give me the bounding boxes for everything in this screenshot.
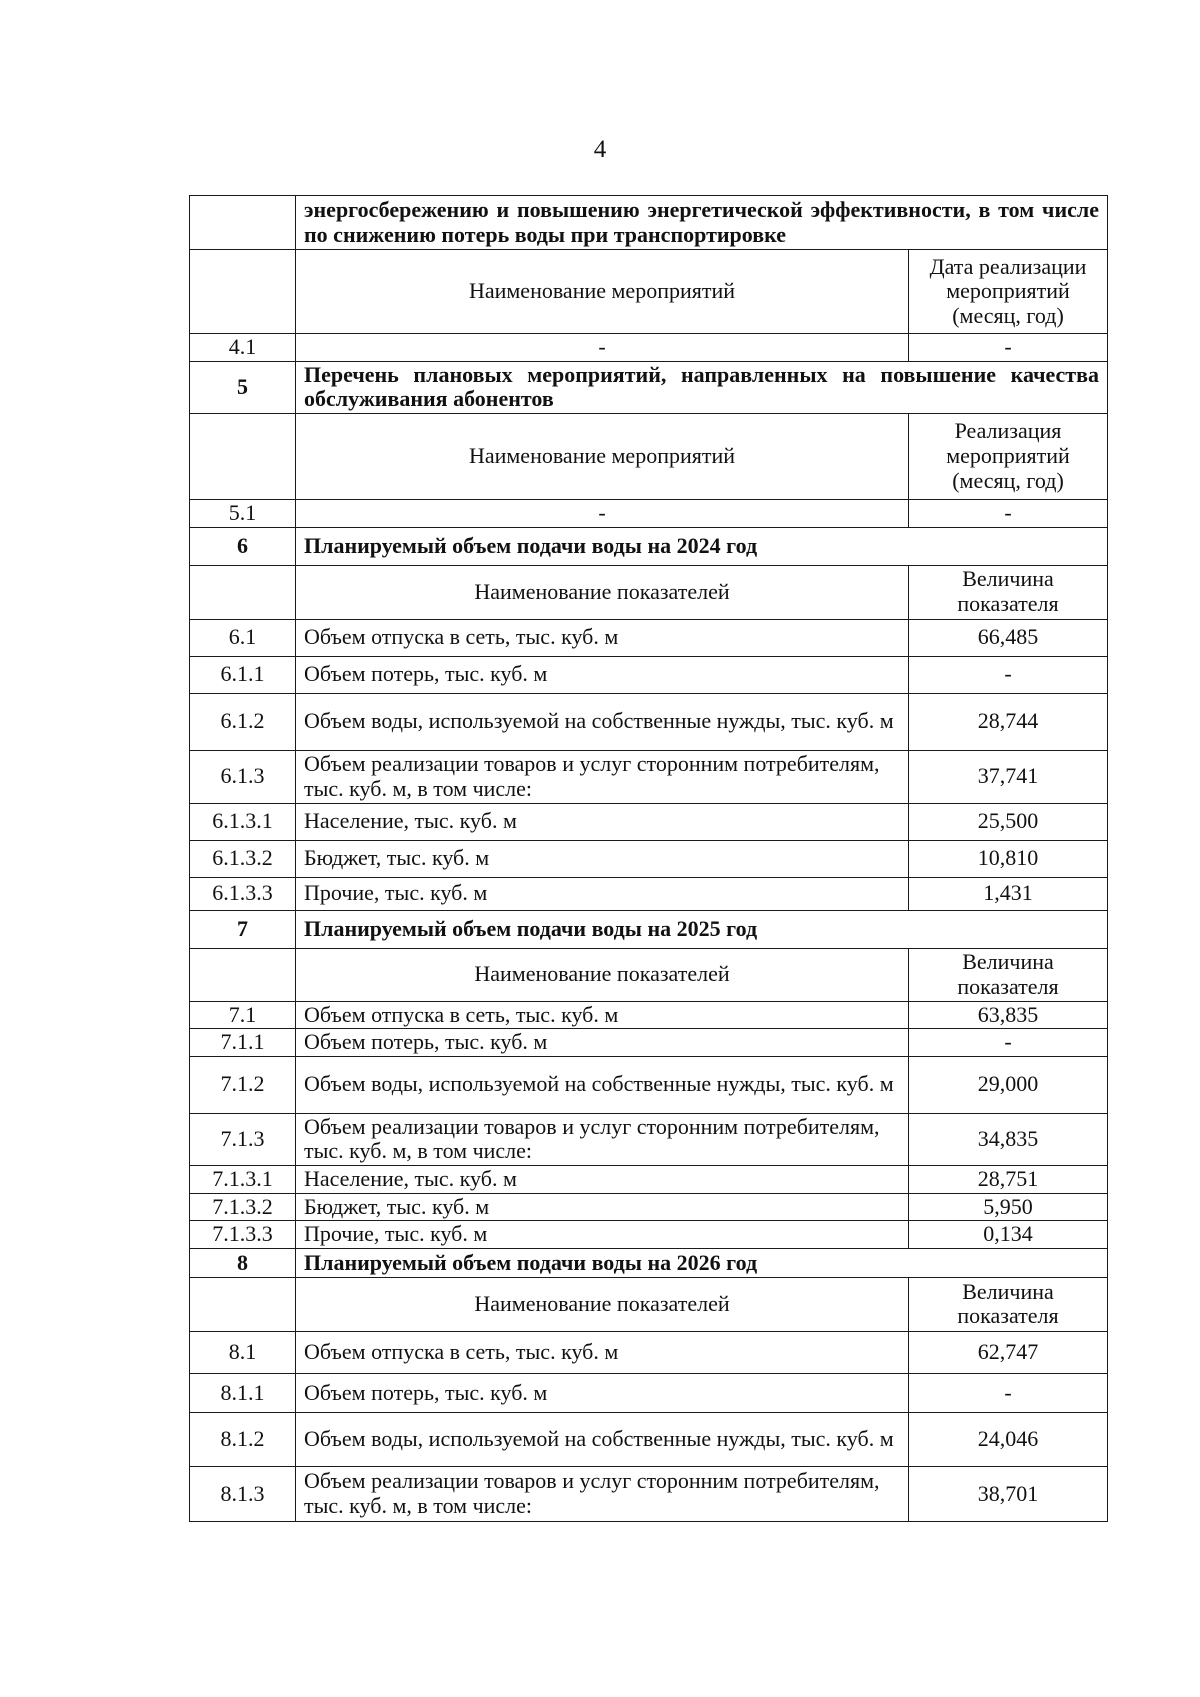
table-row [190, 1221, 1108, 1249]
table-row [190, 1113, 1108, 1165]
table-row [190, 1166, 1108, 1194]
row-number: 7.1.3.2 [190, 1193, 296, 1221]
section-number-cell [190, 196, 296, 250]
row-number: 6.1.3.2 [190, 840, 296, 877]
row-value: 5,950 [909, 1193, 1108, 1221]
row-number: 8.1 [190, 1331, 296, 1373]
section-title: Перечень плановых мероприятий, направленных на повышение качества обслуживания абонентов [296, 361, 1108, 413]
table-row [190, 1029, 1108, 1057]
row-value: 1,431 [909, 877, 1108, 910]
table-row [190, 1001, 1108, 1029]
row-name: Прочие, тыс. куб. м [296, 877, 909, 910]
section-title: энергосбережению и повышению энергетической эффективности, в том числе по снижению потерь воды при транспортировке [296, 196, 1108, 250]
row-value: 38,701 [909, 1466, 1108, 1521]
row-value: - [909, 656, 1108, 693]
table-row [190, 1412, 1108, 1466]
column-header-name: Наименование мероприятий [296, 250, 909, 334]
row-value: 29,000 [909, 1056, 1108, 1113]
row-value: 66,485 [909, 619, 1108, 656]
row-name: Объем реализации товаров и услуг сторонним потребителям, тыс. куб. м, в том числе: [296, 750, 909, 803]
section-7-title-row [190, 910, 1108, 948]
row-value: 24,046 [909, 1412, 1108, 1466]
row-name: Прочие, тыс. куб. м [296, 1221, 909, 1249]
row-number: 6.1.3.3 [190, 877, 296, 910]
section-8-title-row [190, 1248, 1108, 1277]
column-header-date: Реализация мероприятий (месяц, год) [909, 413, 1108, 499]
row-number: 6.1 [190, 619, 296, 656]
section-4-title-row [190, 196, 1108, 250]
row-name: Объем потерь, тыс. куб. м [296, 1373, 909, 1412]
table-row [190, 656, 1108, 693]
row-number: 7.1.3.1 [190, 1166, 296, 1194]
table-row [190, 1466, 1108, 1521]
row-value: - [909, 499, 1108, 527]
row-value: 28,751 [909, 1166, 1108, 1194]
section-7-header-row [190, 948, 1108, 1001]
row-number: 7.1.3 [190, 1113, 296, 1165]
section-5-header-row [190, 413, 1108, 499]
row-name: Население, тыс. куб. м [296, 803, 909, 840]
section-number: 6 [190, 527, 296, 565]
row-value: - [909, 334, 1108, 362]
column-header-value: Величина показателя [909, 1277, 1108, 1331]
row-name: Объем воды, используемой на собственные нужды, тыс. куб. м [296, 693, 909, 750]
row-value: 37,741 [909, 750, 1108, 803]
row-number: 7.1.3.3 [190, 1221, 296, 1249]
plan-table [189, 195, 1108, 1522]
row-number: 6.1.2 [190, 693, 296, 750]
row-value: 62,747 [909, 1331, 1108, 1373]
column-header-name: Наименование показателей [296, 1277, 909, 1331]
row-value: 0,134 [909, 1221, 1108, 1249]
table-row [190, 877, 1108, 910]
section-6-title-row [190, 527, 1108, 565]
section-6-header-row [190, 565, 1108, 619]
row-name: - [296, 334, 909, 362]
row-name: Объем отпуска в сеть, тыс. куб. м [296, 1331, 909, 1373]
row-value: 10,810 [909, 840, 1108, 877]
row-number: 6.1.1 [190, 656, 296, 693]
table-row [190, 619, 1108, 656]
row-value: 34,835 [909, 1113, 1108, 1165]
row-name: Население, тыс. куб. м [296, 1166, 909, 1194]
row-number: 7.1.2 [190, 1056, 296, 1113]
row-value: 63,835 [909, 1001, 1108, 1029]
section-title: Планируемый объем подачи воды на 2024 год [296, 527, 1108, 565]
table-row [190, 1056, 1108, 1113]
row-value: 28,744 [909, 693, 1108, 750]
row-name: Объем реализации товаров и услуг сторонним потребителям, тыс. куб. м, в том числе: [296, 1466, 909, 1521]
row-number: 7.1 [190, 1001, 296, 1029]
column-header-name: Наименование мероприятий [296, 413, 909, 499]
section-number: 7 [190, 910, 296, 948]
column-header-date: Дата реализации мероприятий (месяц, год) [909, 250, 1108, 334]
column-header-name: Наименование показателей [296, 948, 909, 1001]
section-4-header-row [190, 250, 1108, 334]
row-value: 25,500 [909, 803, 1108, 840]
row-number: 6.1.3.1 [190, 803, 296, 840]
row-name: Объем воды, используемой на собственные нужды, тыс. куб. м [296, 1412, 909, 1466]
row-name: Объем отпуска в сеть, тыс. куб. м [296, 1001, 909, 1029]
table-row [190, 1193, 1108, 1221]
row-name: Объем потерь, тыс. куб. м [296, 1029, 909, 1057]
row-number: 8.1.1 [190, 1373, 296, 1412]
table-row [190, 693, 1108, 750]
page-number: 4 [593, 136, 607, 163]
section-number: 8 [190, 1248, 296, 1277]
table-row [190, 840, 1108, 877]
row-number: 6.1.3 [190, 750, 296, 803]
row-value: - [909, 1029, 1108, 1057]
row-name: Объем воды, используемой на собственные нужды, тыс. куб. м [296, 1056, 909, 1113]
table-row [190, 803, 1108, 840]
row-name: Объем отпуска в сеть, тыс. куб. м [296, 619, 909, 656]
column-header-name: Наименование показателей [296, 565, 909, 619]
section-8-header-row [190, 1277, 1108, 1331]
section-number: 5 [190, 361, 296, 413]
section-title: Планируемый объем подачи воды на 2026 год [296, 1248, 1108, 1277]
table-row [190, 1373, 1108, 1412]
table-row [190, 334, 1108, 362]
column-header-value: Величина показателя [909, 565, 1108, 619]
table-row [190, 1331, 1108, 1373]
row-name: Бюджет, тыс. куб. м [296, 1193, 909, 1221]
row-number: 8.1.3 [190, 1466, 296, 1521]
section-5-title-row [190, 361, 1108, 413]
row-number: 7.1.1 [190, 1029, 296, 1057]
row-name: Объем потерь, тыс. куб. м [296, 656, 909, 693]
row-name: Объем реализации товаров и услуг сторонним потребителям, тыс. куб. м, в том числе: [296, 1113, 909, 1165]
column-header-value: Величина показателя [909, 948, 1108, 1001]
section-title: Планируемый объем подачи воды на 2025 год [296, 910, 1108, 948]
table-row [190, 499, 1108, 527]
row-value: - [909, 1373, 1108, 1412]
row-number: 5.1 [190, 499, 296, 527]
row-number: 4.1 [190, 334, 296, 362]
table-row [190, 750, 1108, 803]
row-name: - [296, 499, 909, 527]
row-number: 8.1.2 [190, 1412, 296, 1466]
row-name: Бюджет, тыс. куб. м [296, 840, 909, 877]
